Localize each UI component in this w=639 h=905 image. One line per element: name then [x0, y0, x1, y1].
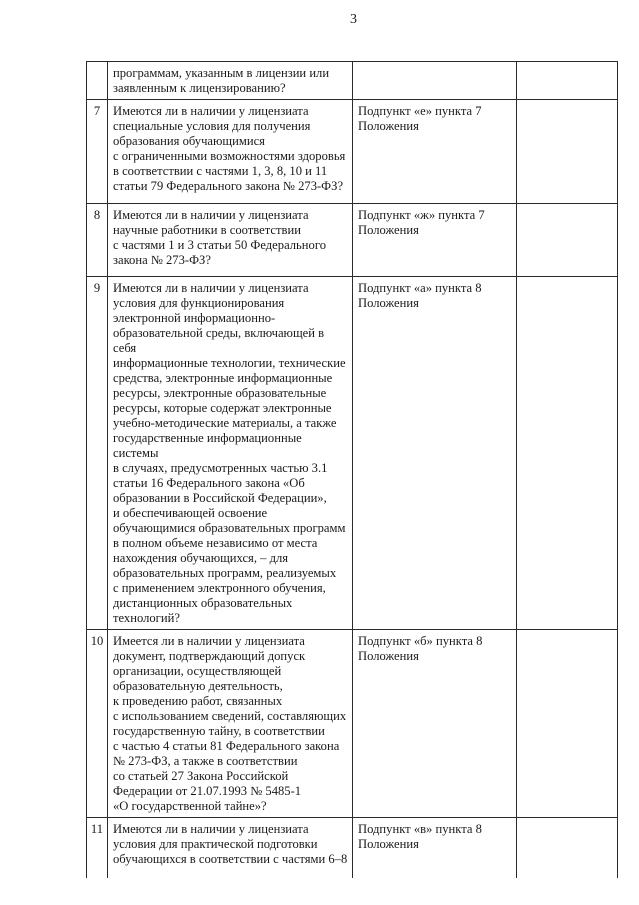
row-answer-cell [517, 204, 618, 277]
checklist-table [86, 61, 618, 878]
page-number: 3 [350, 12, 357, 27]
row-question: Имеются ли в наличии у лицензиата специальные условия для получения образования обучающимися с ограниченными возможностями здоровья в соответствии с частями 1, 3, 8, 10 и 11 статьи 79 Федерального закона № 273-ФЗ? [108, 100, 353, 204]
row-number: 11 [87, 818, 108, 878]
row-answer-cell [517, 100, 618, 204]
row-number: 7 [87, 100, 108, 204]
row-question: Имеется ли в наличии у лицензиата документ, подтверждающий допуск организации, осуществляющей образовательную деятельность, к проведению работ, связанных с использованием сведений, составляющих государственную тайну, в соответствии с частью 4 статьи 81 Федерального закона № 273-ФЗ, а также в соответствии со статьей 27 Закона Российской Федерации от 21.07.1993 № 5485-1 «О государственной тайне»? [108, 630, 353, 818]
table-row [87, 204, 618, 277]
row-number: 10 [87, 630, 108, 818]
row-number: 9 [87, 277, 108, 630]
row-reference: Подпункт «б» пункта 8 Положения [353, 630, 517, 818]
row-answer-cell [517, 62, 618, 100]
row-reference: Подпункт «ж» пункта 7 Положения [353, 204, 517, 277]
row-number: 8 [87, 204, 108, 277]
row-answer-cell [517, 818, 618, 878]
row-answer-cell [517, 277, 618, 630]
row-question: Имеются ли в наличии у лицензиата условия для практической подготовки обучающихся в соответствии с частями 6–8 [108, 818, 353, 878]
row-reference: Подпункт «а» пункта 8 Положения [353, 277, 517, 630]
row-answer-cell [517, 630, 618, 818]
row-question: Имеются ли в наличии у лицензиата условия для функционирования электронной информационно- образовательной среды, включающей в себя информационные технологии, технические средства, электронные информационные ресурсы, электронные образовательные ресурсы, которые содержат электронные учебно-методические материалы, а также государственные информационные системы в случаях, предусмотренных частью 3.1 статьи 16 Федерального закона «Об образовании в Российской Федерации», и обеспечивающей освоение обучающимися образовательных программ в полном объеме независимо от места нахождения обучающихся, – для образовательных программ, реализуемых с применением электронного обучения, дистанционных образовательных технологий? [108, 277, 353, 630]
table-row [87, 100, 618, 204]
row-question: программам, указанным в лицензии или заявленным к лицензированию? [108, 62, 353, 100]
table-row [87, 818, 618, 878]
table-row [87, 277, 618, 630]
row-reference: Подпункт «в» пункта 8 Положения [353, 818, 517, 878]
row-reference [353, 62, 517, 100]
table-row [87, 62, 618, 100]
table-row [87, 630, 618, 818]
row-question: Имеются ли в наличии у лицензиата научные работники в соответствии с частями 1 и 3 статьи 50 Федерального закона № 273-ФЗ? [108, 204, 353, 277]
row-number [87, 62, 108, 100]
row-reference: Подпункт «е» пункта 7 Положения [353, 100, 517, 204]
